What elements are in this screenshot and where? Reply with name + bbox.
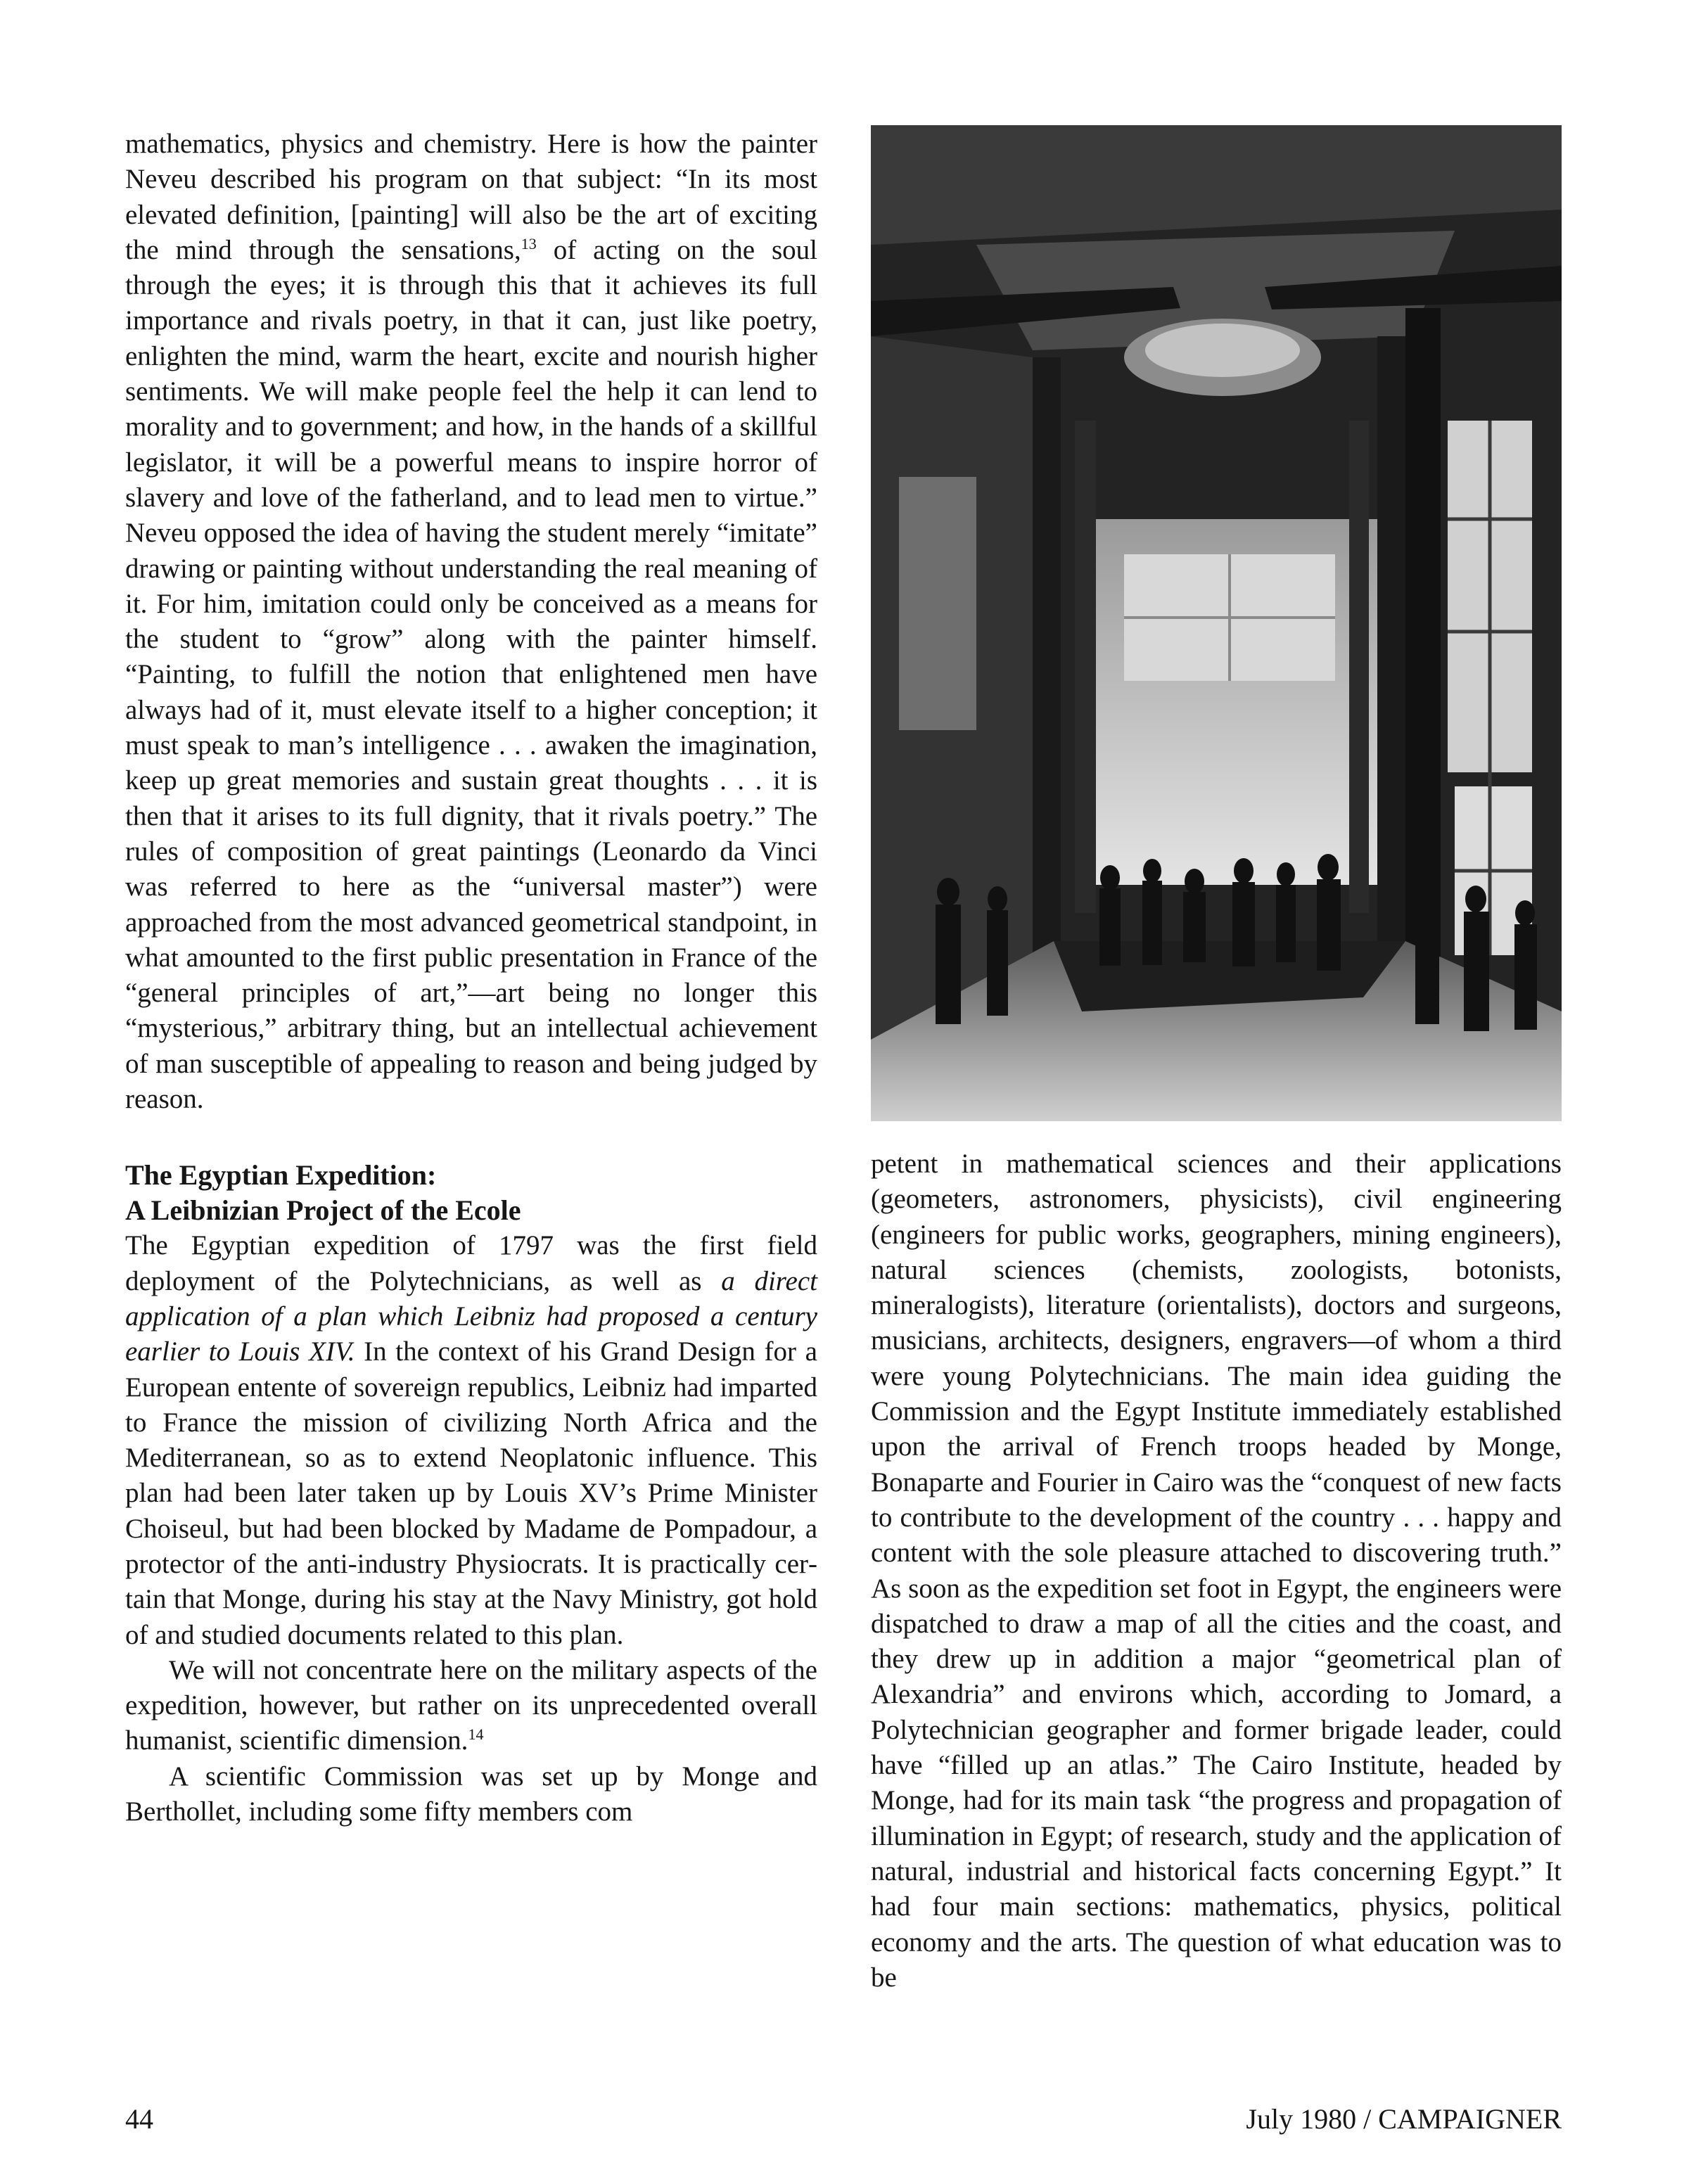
paragraph-commission-members: petent in mathematical sciences and their applications (geometers, astronomers, physicists), civil engineering (engineers for public works, geographers, mining engineers), natural sciences (chemists, zoologists, botonists, mineralogists), literature (orientalists), doctors and surgeons, musicians, architects, designers, engravers—of whom a third were young Polytechnicians. The main idea guiding the Commission and the Egypt Institute immediately established upon the arrival of French troops headed by Monge, Bonaparte and Fourier in Cairo was the “conquest of new facts to contribute to the development of the country . . . happy and content with the sole pleasure attached to discovering truth.” As soon as the expedition set foot in Egypt, the engineers were dispatched to draw a map of all the cities and the coast, and they drew up in addition a major “geometrical plan of Alexandria” and environs which, according to Jomard, a Polytechnician geographer and former brigade leader, could have “filled up an atlas.” The Cairo Institute, headed by Monge, had for its main task “the progress and propagation of illumination in Egypt; of research, study and the application of natural, industrial and historical facts concerning Egypt.” It had four main sections: mathematics, physics, political economy and the arts. The question of what education was to be [871,1149,1562,1993]
right-column [871,1147,1562,1995]
running-footer: July 1980 / CAMPAIGNER [1246,2103,1562,2135]
illustration-institute-hall [871,125,1562,1121]
paragraph-egyptian-expedition [125,1228,817,1653]
emphasized-text: a direct application of a plan which Leibniz had proposed a century earlier to Louis XIV. [125,1265,817,1367]
paragraph-text: mathematics, physics and chemistry. Here is how the painter Neveu described his program on that subject: “In its most elevated definition, [painting] will also be the art of exciting the mind through the sensations, [125,129,817,265]
section-heading-line-2: A Leibnizian Project of the Ecole [125,1194,521,1227]
hall-engraving-image [871,125,1562,1121]
section-heading-line-1: The Egyptian Expedition: [125,1159,437,1192]
paragraph-text: We will not concentrate here on the military aspects of the expedition, however, but rather on its unprecedented overall humanist, scientific dimension. [125,1654,817,1756]
footnote-marker: 14 [468,1725,484,1744]
section-heading [125,1158,817,1228]
footnote-marker: 13 [521,234,537,253]
paragraph-text: The Egyptian expedition of 1797 was the first field deployment of the Polytechnicians, as well as [125,1230,817,1296]
paragraph-scientific-commission: A scientific Commission was set up by Monge and Berthollet, including some fifty members com [125,1761,817,1827]
paragraph-humanist-dimension [125,1653,817,1759]
paragraph-neveu-program [125,127,817,1117]
page-number: 44 [125,2103,153,2135]
paragraph-text: of acting on the soul through the eyes; it is through this that it achieves its full importance and rivals poetry, in that it can, just like poetry, enlighten the mind, warm the heart, excite and nourish higher sentiments. We will make people feel the help it can lend to morality and to government; and how, in the hands of a skillful legislator, it will be a powerful means to inspire horror of slavery and love of the fatherland, and to lead men to virtue.” Neveu opposed the idea of having the student merely “imitate” drawing or painting without understanding the real meaning of it. For him, imitation could only be conceived as a means for the student to “grow” along with the painter himself. “Painting, to fulfill the notion that enlightened men have always had of it, must elevate itself to a higher conception; it must speak to man’s intelligence . . . awaken the imagination, keep up great memories and sustain great thoughts . . . it is then that it arises to its full dignity, that it rivals poetry.” The rules of composition of great paintings (Leonardo da Vinci was referred to here as the “universal master”) were approached from the most advanced geometrical standpoint, in what amounted to the first public presentation in France of the “general principles of art,”—art being no longer this “mysterious,” arbitrary thing, but an intellectual achievement of man susceptible of appealing to reason and being judged by reason. [125,234,818,1115]
paragraph-text: In the context of his Grand Design for a European entente of sovereign republics, Leibniz had imparted to France the mission of civilizing North Africa and the Mediterranean, so as to extend Neoplatonic influence. This plan had been later taken up by Louis XV’s Prime Minister Choiseul, but had been blocked by Madame de Pompadour, a protector of the anti-industry Physiocrats. It is practically certain that Monge, during his stay at the Navy Ministry, got hold of and studied documents related to this plan. [125,1336,817,1650]
left-column [125,127,817,1829]
